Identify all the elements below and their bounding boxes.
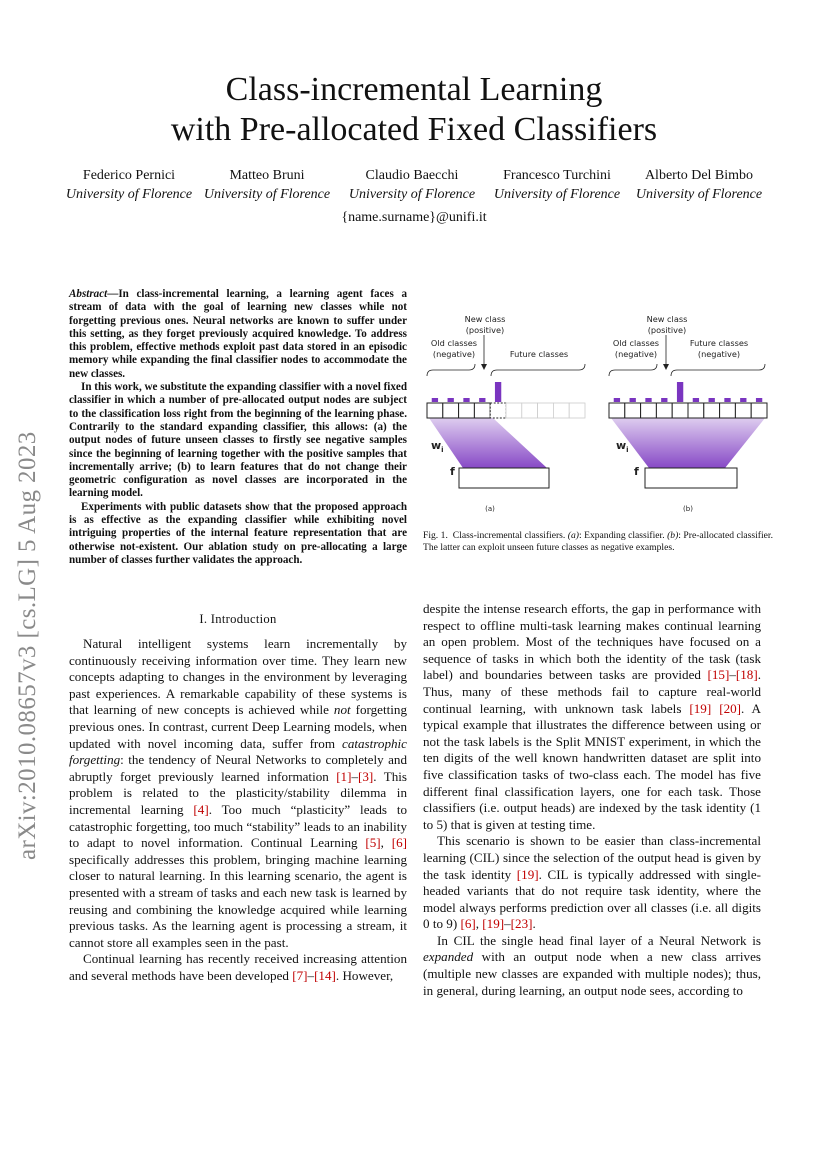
author-affiliation: University of Florence bbox=[65, 187, 193, 202]
old-classes-sub-a: (negative) bbox=[432, 349, 476, 359]
citation-link[interactable]: [15] bbox=[707, 667, 730, 683]
author-3 bbox=[345, 166, 479, 204]
output-node bbox=[490, 403, 506, 418]
caption-text: : Pre-allocated classifier. The latter can exploit unseen future classes as negative examples. bbox=[423, 530, 773, 554]
output-node bbox=[609, 403, 625, 418]
author-5 bbox=[632, 166, 766, 204]
caption-b: (b) bbox=[667, 530, 679, 541]
citation-link[interactable]: [1] bbox=[336, 768, 352, 784]
citation-link[interactable]: [6] bbox=[391, 835, 408, 851]
abstract-paragraph: Experiments with public datasets show that the proposed approach is as effective as the expanding classifier while exhibiting novel intriguing properties of the internal feature representation that are otherwise not-existent. Our ablation study on pre-allocating a large number of classes further validates the approach. bbox=[69, 500, 407, 566]
new-class-label-a: New class bbox=[464, 314, 506, 324]
citation-link[interactable]: [20] bbox=[719, 700, 742, 716]
negative-activation-bar bbox=[661, 398, 667, 402]
brace-future-b bbox=[671, 364, 765, 376]
citation-link[interactable]: [19] bbox=[516, 866, 539, 882]
output-node bbox=[538, 403, 554, 418]
output-node bbox=[625, 403, 641, 418]
output-node bbox=[553, 403, 569, 418]
figure-class-incremental-classifiers bbox=[423, 308, 775, 520]
author-affiliation: University of Florence bbox=[635, 187, 763, 202]
abstract bbox=[69, 288, 407, 567]
citation-link[interactable]: [19] bbox=[482, 916, 505, 932]
citation-link[interactable]: [4] bbox=[193, 801, 209, 817]
caption-a: (a) bbox=[567, 530, 579, 541]
output-node bbox=[688, 403, 704, 418]
subfigure-label-a: (a) bbox=[485, 505, 495, 513]
output-node bbox=[522, 403, 538, 418]
new-class-label-b: New class bbox=[646, 314, 688, 324]
output-node bbox=[474, 403, 490, 418]
negative-activation-bar bbox=[630, 398, 636, 402]
negative-activation-bar bbox=[756, 398, 762, 402]
intro-right-column bbox=[423, 601, 761, 999]
brace-old-a bbox=[427, 364, 475, 376]
arxiv-identifier: arXiv:2010.08657v3 [cs.LG] 5 Aug 2023 bbox=[14, 431, 41, 860]
output-node bbox=[641, 403, 657, 418]
citation-link[interactable]: [5] bbox=[365, 835, 381, 851]
output-node bbox=[735, 403, 751, 418]
arrowhead-b bbox=[663, 364, 669, 370]
output-nodes-a bbox=[427, 382, 585, 418]
author-2 bbox=[201, 166, 333, 204]
brace-future-a bbox=[491, 364, 585, 376]
negative-activation-bar bbox=[709, 398, 715, 402]
future-classes-sub-b: (negative) bbox=[697, 349, 741, 359]
citation-link[interactable]: [18] bbox=[735, 667, 758, 683]
abstract-paragraph bbox=[69, 288, 407, 381]
positive-activation-bar bbox=[495, 382, 501, 402]
negative-activation-bar bbox=[693, 398, 699, 402]
feature-box-b bbox=[645, 468, 737, 488]
negative-activation-bar bbox=[645, 398, 651, 402]
intro-left-column bbox=[69, 636, 407, 984]
output-node bbox=[672, 403, 688, 418]
citation-link[interactable]: [19] bbox=[689, 700, 712, 716]
output-node bbox=[656, 403, 672, 418]
section-heading: I. Introduction bbox=[199, 612, 277, 626]
output-node bbox=[751, 403, 767, 418]
citation-link[interactable]: [14] bbox=[314, 967, 336, 983]
title-line-2: with Pre-allocated Fixed Classifiers bbox=[170, 111, 658, 148]
weights-fan-b bbox=[611, 418, 765, 468]
author-4 bbox=[490, 166, 624, 204]
caption-fig-label: Fig. 1. bbox=[423, 530, 448, 541]
citation-link[interactable]: [7] bbox=[292, 967, 308, 983]
new-class-sub-b: (positive) bbox=[647, 325, 687, 335]
negative-activation-bar bbox=[614, 398, 620, 402]
arrowhead-a bbox=[481, 364, 487, 370]
output-node bbox=[459, 403, 475, 418]
output-node bbox=[427, 403, 443, 418]
citation-link[interactable]: [6] bbox=[460, 916, 476, 932]
output-nodes-b bbox=[609, 382, 767, 418]
author-name: Alberto Del Bimbo bbox=[644, 168, 754, 183]
abstract-paragraph: In this work, we substitute the expanding classifier with a novel fixed classifier in which a number of pre-allocated output nodes are subject to the classification loss right from the beginning of the learning phase. Contrarily to the standard expanding classifier, this allows: (a) the output nodes of future unseen classes to firstly see negative samples since the beginning of learning together with the positive samples that incrementally arrive; (b) to learn features that do not change their geometric configuration as novel classes are incorporated in the learning model. bbox=[69, 381, 407, 500]
weights-label-b: $w_i$ bbox=[616, 439, 629, 454]
abstract-lead: Abstract bbox=[69, 288, 108, 300]
negative-activation-bar bbox=[448, 398, 454, 402]
future-classes-label-b: Future classes bbox=[689, 338, 749, 348]
output-node bbox=[704, 403, 720, 418]
body-paragraph: In CIL the single head final layer of a Neural Network is expanded with an output node when a new class arrives (multiple new classes are expanded with multiple nodes); thus, in general, during learning, an output node sees, according to bbox=[423, 932, 761, 998]
author-name: Federico Pernici bbox=[82, 168, 176, 183]
figure-caption bbox=[423, 530, 773, 555]
author-affiliation: University of Florence bbox=[348, 187, 476, 202]
positive-activation-bar bbox=[677, 382, 683, 402]
feature-label-b: f bbox=[634, 465, 639, 478]
citation-link[interactable]: [3] bbox=[358, 768, 374, 784]
old-classes-label-a: Old classes bbox=[430, 338, 478, 348]
author-affiliation: University of Florence bbox=[493, 187, 621, 202]
author-name: Francesco Turchini bbox=[503, 168, 611, 183]
author-name: Claudio Baecchi bbox=[365, 168, 459, 183]
paper-title bbox=[0, 70, 828, 150]
negative-activation-bar bbox=[479, 398, 485, 402]
body-paragraph: despite the intense research efforts, the gap in performance with respect to offline multi-task learning makes continual learning an open problem. Most of the techniques have focused on a sequence of tasks in which both the identity of the task (task label) and boundaries between tasks are provided [15]–[18]. Thus, many of these methods fail to capture real-world continual learning, with unknown task labels [19] [20]. A typical example that illustrates the difference between using or not the task labels is the Split MNIST experiment, in which the ten digits of the well known handwritten dataset are split into five classification tasks of two-class each. The model has five different final classification layers, one for each task. Those classifiers (i.e. output heads) are indexed by the task identity (1 to 5) that is given at testing time. bbox=[423, 601, 762, 832]
output-node bbox=[569, 403, 585, 418]
caption-text: : Expanding classifier. bbox=[578, 530, 665, 541]
author-name: Matteo Bruni bbox=[229, 168, 305, 183]
negative-activation-bar bbox=[432, 398, 438, 402]
body-paragraph: Natural intelligent systems learn incrementally by continuously receiving information over time. They learn new concepts adapting to changes in the environment by leveraging past experiences. A remarkable capability of these systems is that learning of new concepts is achieved while not forgetting previous ones. In contrast, current Deep Learning models, when updated with novel incoming data, suffer from catastrophic forgetting: the tendency of Neural Networks to completely and abruptly forget previously learned information [1]–[3]. This problem is related to the plasticity/stability dilemma in incremental learning [4]. Too much “plasticity” leads to catastrophic forgetting, too much “stability” leads to an inability to adapt to novel information. Continual Learning [5], [6] specifically addresses this problem, bringing machine learning closer to natural learning. In this learning scenario, the agent is presented with a stream of tasks and each new task is learned by reusing and combining the knowledge acquired while learning previous tasks. As the learning agent is processing a stream, it cannot store all examples seen in the past. bbox=[69, 636, 408, 950]
future-classes-label-a: Future classes bbox=[509, 349, 569, 359]
author-1 bbox=[63, 166, 195, 204]
new-class-sub-a: (positive) bbox=[465, 325, 505, 335]
weights-fan-a bbox=[429, 418, 547, 468]
caption-text: Class-incremental classifiers. bbox=[452, 530, 566, 541]
negative-activation-bar bbox=[740, 398, 746, 402]
author-email: {name.surname}@unifi.it bbox=[341, 210, 487, 225]
feature-label-a: f bbox=[450, 465, 455, 478]
abstract-text: —In class-incremental learning, a learning agent faces a stream of data with the goal of learning new classes while not forgetting previous ones. Neural networks are known to suffer under this setting, as they forget previously acquired knowledge. To address this problem, effective methods exploit past data stored in an episodic memory while expanding the final classifier nodes to accommodate the new classes. bbox=[69, 288, 407, 380]
old-classes-label-b: Old classes bbox=[612, 338, 660, 348]
author-affiliation: University of Florence bbox=[203, 187, 331, 202]
feature-box-a bbox=[459, 468, 549, 488]
output-node bbox=[443, 403, 459, 418]
weights-label-a: $w_i$ bbox=[431, 439, 444, 454]
output-node bbox=[506, 403, 522, 418]
title-line-1: Class-incremental Learning bbox=[225, 71, 603, 108]
old-classes-sub-b: (negative) bbox=[614, 349, 658, 359]
brace-old-b bbox=[609, 364, 657, 376]
body-paragraph: This scenario is shown to be easier than class-incremental learning (CIL) since the selection of the output head is given by the task identity [19]. CIL is typically addressed with single-headed variants that do not require task identity, where the model always performs prediction over all classes (i.e. all digits 0 to 9) [6], [19]–[23]. bbox=[423, 833, 761, 932]
subfigure-label-b: (b) bbox=[683, 505, 693, 513]
body-paragraph: Continual learning has recently received increasing attention and several methods have been developed [7]–[14]. However, bbox=[69, 951, 407, 983]
output-node bbox=[720, 403, 736, 418]
negative-activation-bar bbox=[724, 398, 730, 402]
citation-link[interactable]: [23] bbox=[510, 916, 533, 932]
negative-activation-bar bbox=[463, 398, 469, 402]
